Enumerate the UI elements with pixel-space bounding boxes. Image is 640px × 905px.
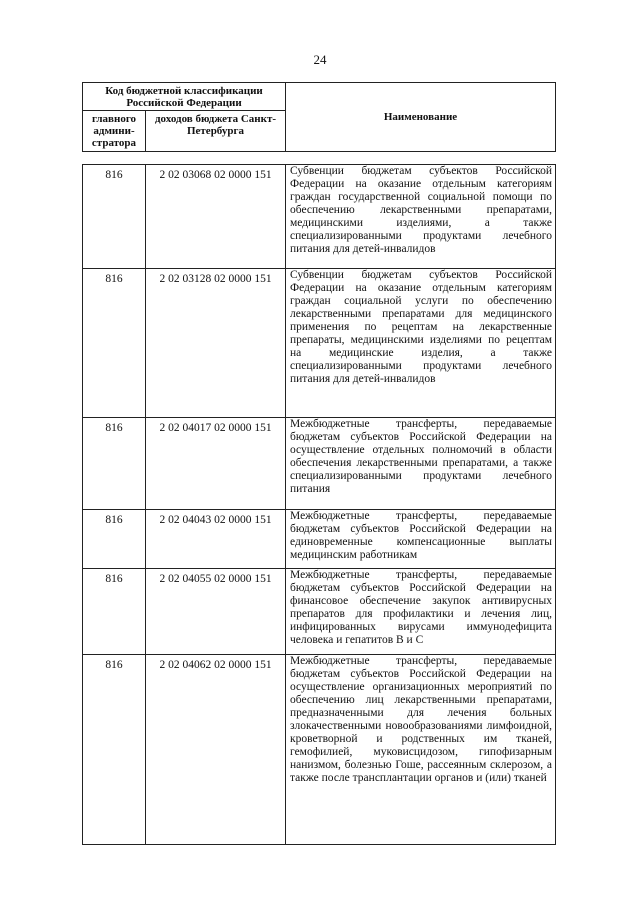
income-code-cell: 2 02 04017 02 0000 151 [146,418,286,510]
header-income-column: доходов бюджета Санкт-Петербурга [146,111,286,152]
table-row [83,418,556,510]
table-row [83,569,556,655]
description-cell: Межбюджетные трансферты, передаваемые бюджетам субъектов Российской Федерации на единовременные компенсационные выплаты медицинским работникам [286,510,556,569]
admin-code-cell: 816 [83,510,146,569]
table-row [83,269,556,418]
header-admin-column: главного админи-стратора [83,111,146,152]
header-name-column: Наименование [286,83,556,152]
admin-code-cell: 816 [83,269,146,418]
description-cell: Межбюджетные трансферты, передаваемые бюджетам субъектов Российской Федерации на финансовое обеспечение закупок антивирусных препаратов для профилактики и лечения лиц, инфицированных вирусами иммунодефицита человека и гепатитов В и С [286,569,556,655]
income-code-cell: 2 02 04043 02 0000 151 [146,510,286,569]
income-code-cell: 2 02 03128 02 0000 151 [146,269,286,418]
income-code-cell: 2 02 03068 02 0000 151 [146,165,286,269]
admin-code-cell: 816 [83,569,146,655]
description-cell: Межбюджетные трансферты, передаваемые бюджетам субъектов Российской Федерации на осуществление отдельных полномочий в области обеспечения лекарственными препаратами, а также специализированными продуктами лечебного питания [286,418,556,510]
description-cell: Межбюджетные трансферты, передаваемые бюджетам субъектов Российской Федерации на осуществление организационных мероприятий по обеспечению лиц лекарственными препаратами, предназначенными для лечения больных злокачественными новообразованиями лимфоидной, кроветворной и родственных им тканей, гемофилией, муковисцидозом, гипофизарным нанизмом, болезнью Гоше, рассеянным склерозом, а также после трансплантации органов и (или) тканей [286,655,556,845]
header-table [82,82,556,152]
table-row [83,165,556,269]
budget-code-table [82,164,556,845]
admin-code-cell: 816 [83,655,146,845]
description-cell: Субвенции бюджетам субъектов Российской Федерации на оказание отдельным категориям граждан государственной социальной помощи по обеспечению лекарственными препаратами, медицинскими изделиями, а также специализированными продуктами лечебного питания для детей-инвалидов [286,165,556,269]
description-cell: Субвенции бюджетам субъектов Российской Федерации на оказание отдельным категориям граждан социальной услуги по обеспечению лекарственными препаратами для медицинского применения по рецептам на лекарственные препараты, медицинскими изделиями по рецептам на медицинские изделия, а также специализированными продуктами лечебного питания для детей-инвалидов [286,269,556,418]
income-code-cell: 2 02 04055 02 0000 151 [146,569,286,655]
table-row [83,510,556,569]
admin-code-cell: 816 [83,165,146,269]
table-row [83,655,556,845]
page-number: 24 [313,52,327,67]
income-code-cell: 2 02 04062 02 0000 151 [146,655,286,845]
admin-code-cell: 816 [83,418,146,510]
header-budget-code-group: Код бюджетной классификации Российской Федерации [83,83,286,111]
